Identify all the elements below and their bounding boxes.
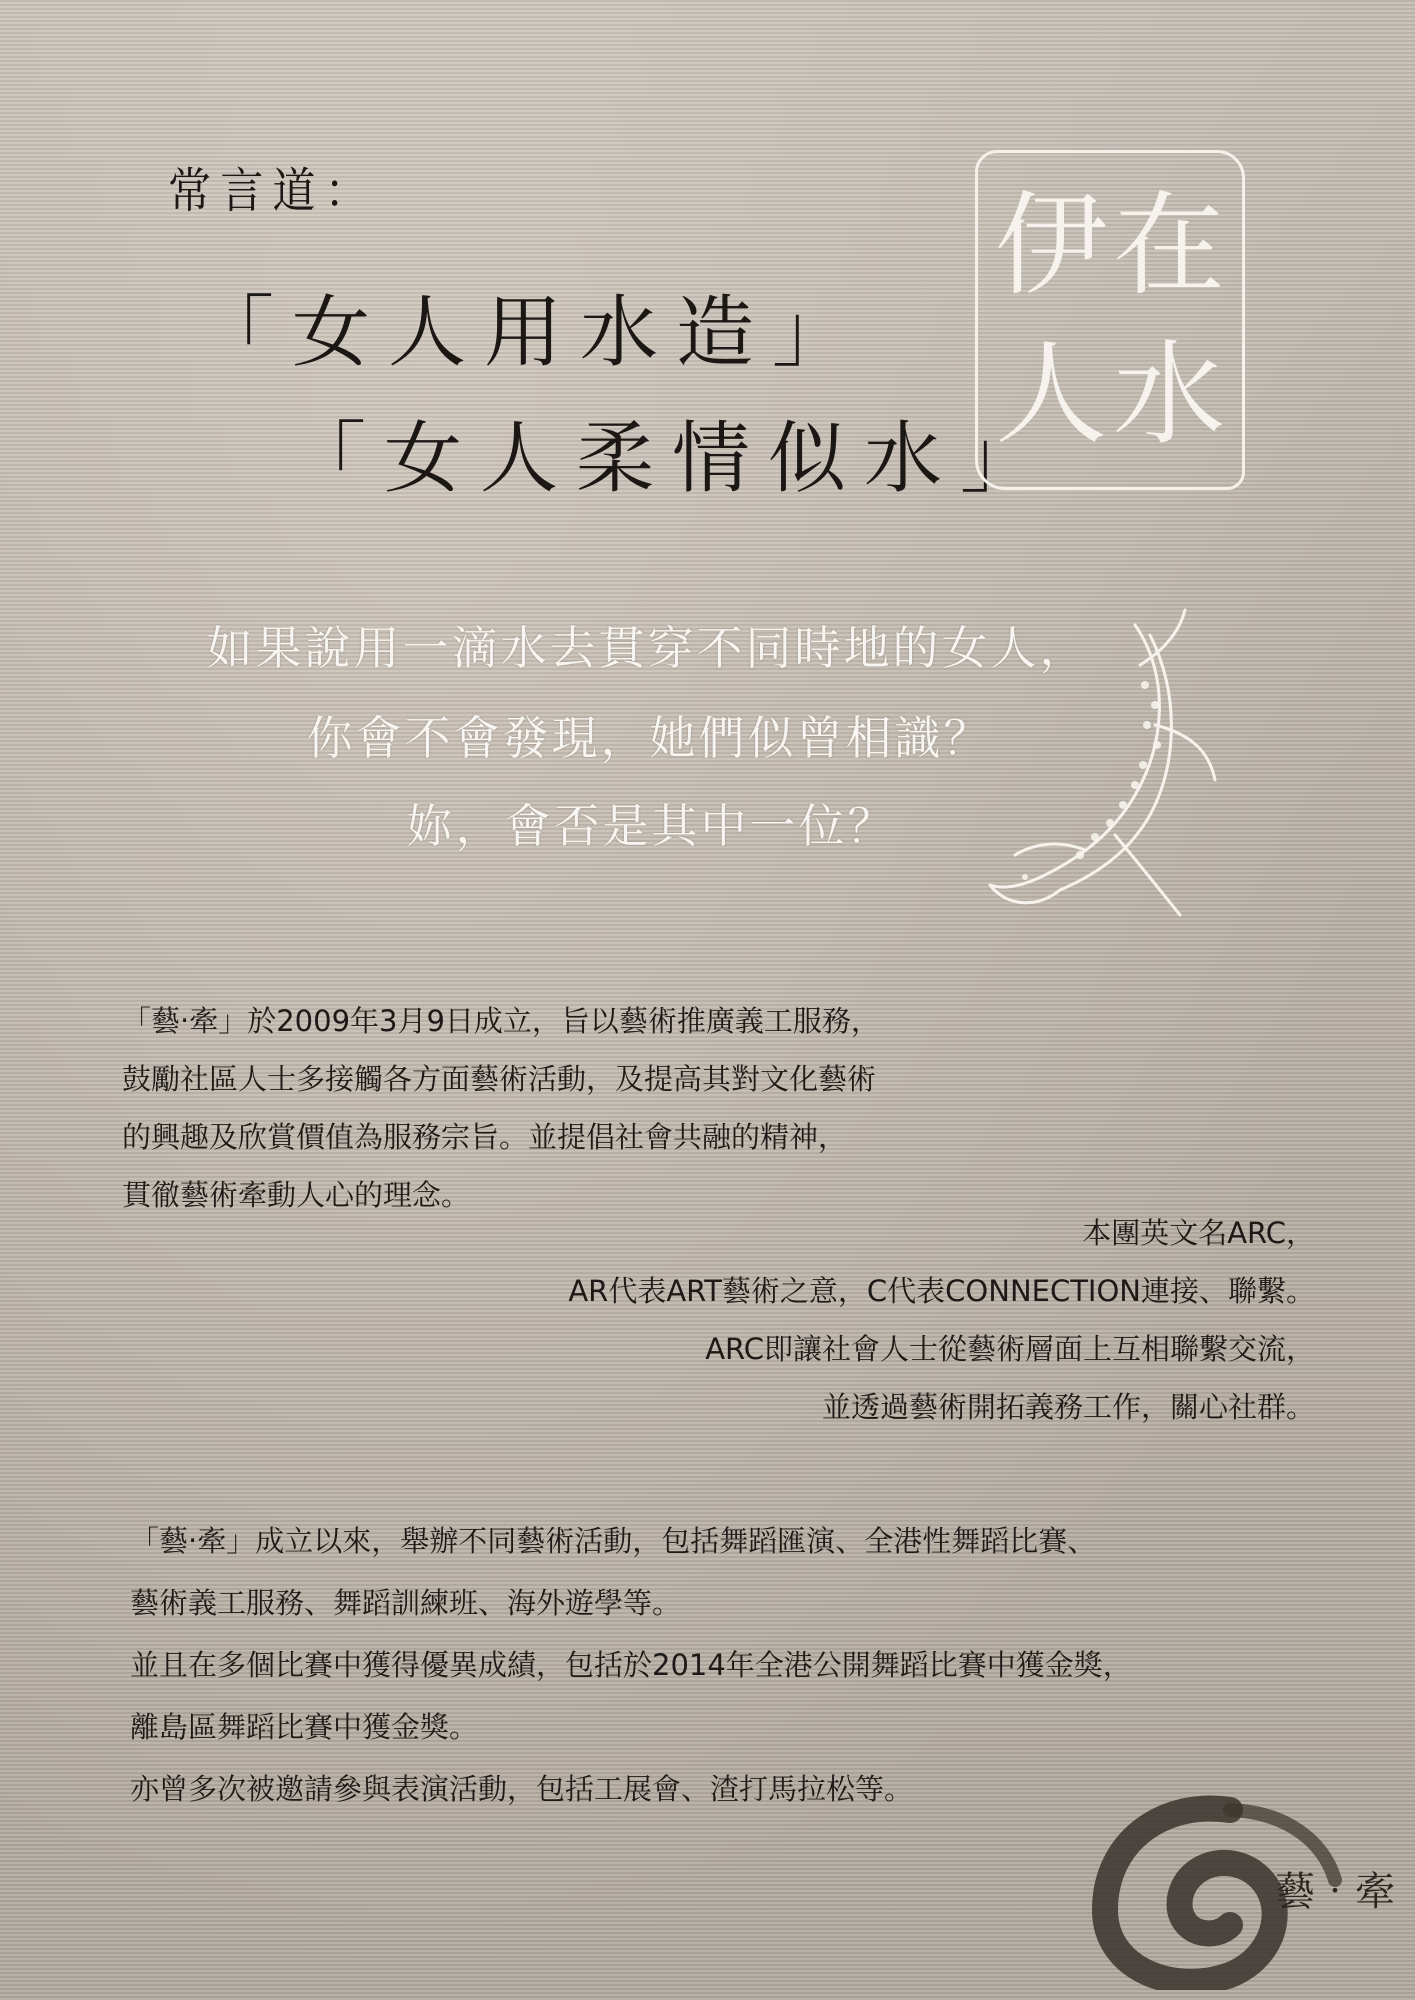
achievements-paragraph: [130, 1510, 1132, 1820]
name-meaning-line: AR代表ART藝術之意，C代表CONNECTION連接、聯繫。: [568, 1274, 1315, 1308]
achievements-line: 「藝‧牽」成立以來，舉辦不同藝術活動，包括舞蹈匯演、全港性舞蹈比賽、: [130, 1524, 1097, 1558]
seal-char-4: 水: [1113, 329, 1225, 460]
seal-char-3: 人: [995, 329, 1107, 460]
seal-char-1: 伊: [995, 180, 1107, 311]
about-line: 「藝‧牽」於2009年3月9日成立，旨以藝術推廣義工服務，: [122, 1004, 880, 1038]
title-seal: [975, 150, 1245, 490]
achievements-line: 離島區舞蹈比賽中獲金獎。: [130, 1710, 479, 1744]
name-meaning-line: ARC即讓社會人士從藝術層面上互相聯繫交流，: [705, 1332, 1315, 1366]
poem-line-3: 妳，會否是其中一位？: [406, 799, 897, 853]
about-paragraph: [122, 992, 880, 1224]
about-line: 鼓勵社區人士多接觸各方面藝術活動，及提高其對文化藝術: [122, 1062, 877, 1096]
poem-line-2: 你會不會發現，她們似曾相識？: [306, 711, 993, 765]
name-meaning-line: 並透過藝術開拓義務工作，關心社群。: [821, 1390, 1315, 1424]
about-line: 貫徹藝術牽動人心的理念。: [122, 1178, 471, 1212]
achievements-line: 亦曾多次被邀請參與表演活動，包括工展會、渣打馬拉松等。: [130, 1772, 914, 1806]
seal-char-2: 在: [1113, 180, 1225, 311]
arc-logo-text: 藝‧牽: [1275, 1869, 1395, 1915]
about-line: 的興趣及欣賞價值為服務宗旨。並提倡社會共融的精神，: [122, 1120, 848, 1154]
quote-intro: 常言道：: [168, 163, 377, 219]
quote-line-2: 「女人柔情似水」: [288, 414, 1057, 504]
name-meaning-line: 本團英文名ARC，: [1082, 1216, 1315, 1250]
achievements-line: 並且在多個比賽中獲得優異成績，包括於2014年全港公開舞蹈比賽中獲金獎，: [130, 1648, 1132, 1682]
koi-fish-illustration: [965, 605, 1225, 925]
name-meaning-paragraph: [568, 1204, 1315, 1436]
achievements-line: 藝術義工服務、舞蹈訓練班、海外遊學等。: [130, 1586, 682, 1620]
poem-line-1: 如果說用一滴水去貫穿不同時地的女人，: [206, 621, 1089, 675]
quote-line-1: 「女人用水造」: [196, 288, 869, 378]
